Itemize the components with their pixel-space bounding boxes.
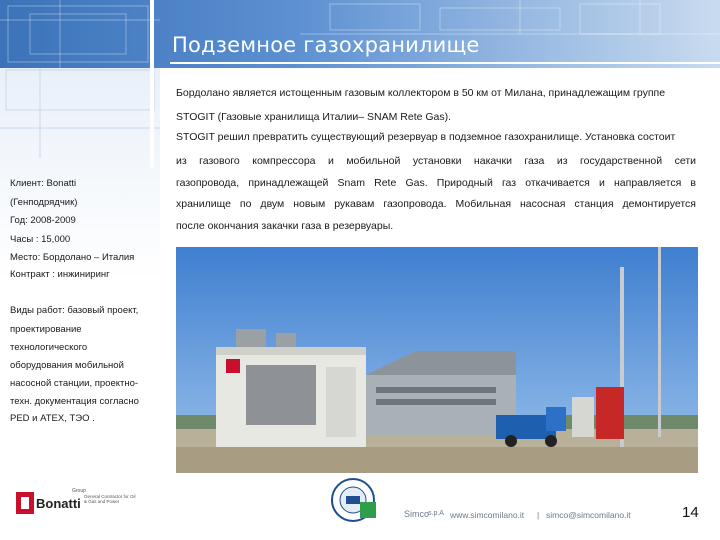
works-line: оборудования мобильной (10, 360, 124, 371)
green-mark-icon (360, 500, 376, 520)
meta-contract: Контракт : инжиниринг (10, 269, 110, 280)
logo-name: Bonatti (36, 496, 81, 511)
title-banner (0, 0, 720, 68)
left-sidebar (0, 68, 160, 540)
meta-year: Год: 2008-2009 (10, 215, 76, 226)
works-line: технологического (10, 342, 88, 353)
email-link[interactable]: simco@simcomilano.it (546, 510, 631, 520)
paragraph-line-7: после окончания закачки газа в резервуары. (176, 220, 394, 232)
works-line: насосной станции, проектно- (10, 378, 139, 389)
meta-client: Клиент: Bonatti (10, 178, 77, 189)
simco-name: Simco (404, 509, 430, 519)
bonatti-logo (16, 488, 136, 518)
page-title: Подземное газохранилище (172, 33, 480, 57)
meta-role: (Генподрядчик) (10, 197, 78, 208)
sidebar-blueprint (0, 68, 160, 540)
simco-suffix: s.p.A (428, 510, 444, 517)
works-line: Виды работ: базовый проект, (10, 305, 139, 316)
bonatti-mark-icon (16, 492, 34, 514)
footer-separator: | (537, 510, 540, 520)
simco-contact (404, 509, 654, 525)
station-photo (176, 247, 698, 473)
meta-place: Место: Бордолано – Италия (10, 252, 135, 263)
title-underline (170, 62, 720, 64)
logo-group-label: Group (72, 488, 86, 494)
paragraph-line-2: STOGIT (Газовые хранилища Италии– SNAM Rete Gas). (176, 111, 452, 123)
paragraph-line-5: газопровода, принадлежащей Snam Rete Gas. Природный газ откачивается и направляется в (176, 177, 696, 189)
works-line: PED и ATEX, ТЭО . (10, 413, 95, 424)
works-line: техн. документация согласно (10, 396, 139, 407)
paragraph-line-6: хранилище по двум новым рукавам газопровода. Мобильная насосная станция демонтируется (176, 198, 696, 210)
paragraph-line-1: Бордолано является истощенным газовым коллектором в 50 км от Милана, принадлежащим группе (176, 87, 666, 99)
website-link[interactable]: www.simcomilano.it (450, 510, 525, 520)
logo-tagline: General Contractor for Oil & Gas and Power (84, 494, 136, 504)
page-number: 14 (682, 504, 699, 521)
meta-hours: Часы : 15,000 (10, 234, 71, 245)
works-line: проектирование (10, 324, 82, 335)
paragraph-line-4: из газового компрессора и мобильной установки накачки газа из государственной сети (176, 155, 696, 167)
paragraph-line-3: STOGIT решил превратить существующий резервуар в подземное газохранилище. Установка состоит (176, 131, 676, 143)
